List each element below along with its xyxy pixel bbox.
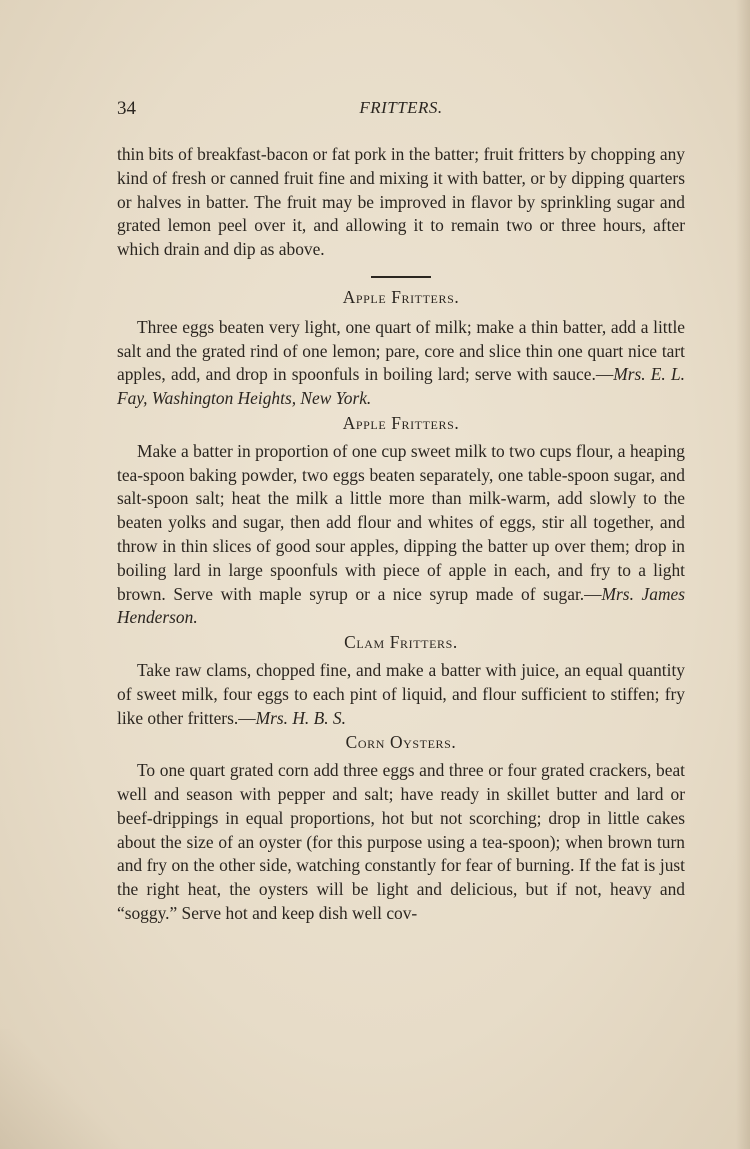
recipe-body-apple-fritters-2 [117, 440, 685, 630]
recipe-body-clam-fritters [117, 659, 685, 730]
recipe-text: Make a batter in proportion of one cup sweet milk to two cups flour, a heaping tea-spoon baking powder, two eggs beaten separately, one table-spoon sugar, and salt-spoon salt; heat the milk a little more than milk-warm, add slowly to the beaten yolks and sugar, then add flour and whites of eggs, stir all together, and throw in thin slices of good sour apples, dipping the batter up over them; drop in boiling lard in large spoonfuls with piece of apple in each, and fry to a light brown. Serve with maple syrup or a nice syrup made of sugar.— [117, 440, 685, 604]
recipe-text: To one quart grated corn add three eggs and three or four grated crackers, beat well and season with pepper and salt; have ready in skillet butter and lard or beef-drippings in equal proportions, hot but not scorching; drop in little cakes about the size of an oyster (for this purpose using a tea-spoon); when brown turn and fry on the other side, watching constantly for fear of burning. If the fat is just the right heat, the oysters will be light and delicious, but if not, heavy and “soggy.” Serve hot and keep dish well cov- [117, 760, 685, 923]
page-body [117, 143, 685, 926]
page-edge-shadow [736, 0, 750, 1149]
section-divider [371, 276, 431, 278]
page-number: 34 [117, 98, 136, 119]
recipe-attribution: Mrs. E. L. Fay, Washington Heights, New York. [117, 364, 685, 409]
recipe-title-apple-fritters-1: Apple Fritters. [342, 286, 460, 307]
recipe-body-apple-fritters-1 [117, 316, 685, 411]
recipe-title-corn-oysters: Corn Oysters. [345, 732, 457, 753]
page-header [117, 98, 685, 124]
recipe-title-apple-fritters-2: Apple Fritters. [342, 412, 460, 433]
recipe-text: Take raw clams, chopped fine, and make a batter with juice, an equal quantity of sweet milk, four eggs to each pint of liquid, and flour sufficient to stiffen; fry like other fritters.— [117, 659, 685, 728]
recipe-attribution: Mrs. H. B. S. [255, 707, 346, 728]
continuation-paragraph: thin bits of breakfast-bacon or fat pork in the batter; fruit fritters by chopping any kind of fresh or canned fruit fine and mixing it with batter, or by dipping quarters or halves in batter. The fruit may be improved in flavor by sprinkling sugar and grated lemon peel over it, and allowing it to remain two or three hours, after which drain and dip as above. [117, 144, 685, 260]
recipe-text: Three eggs beaten very light, one quart of milk; make a thin batter, add a little salt and the grated rind of one lemon; pare, core and slice thin one quart nice tart apples, add, and drop in spoonfuls in boiling lard; serve with sauce.— [117, 316, 685, 385]
page-corner-fold [0, 1029, 120, 1149]
running-head: FRITTERS. [359, 98, 443, 117]
recipe-body-corn-oysters [117, 759, 685, 926]
recipe-attribution: Mrs. James Henderson. [117, 583, 685, 628]
recipe-title-clam-fritters: Clam Fritters. [344, 632, 458, 653]
